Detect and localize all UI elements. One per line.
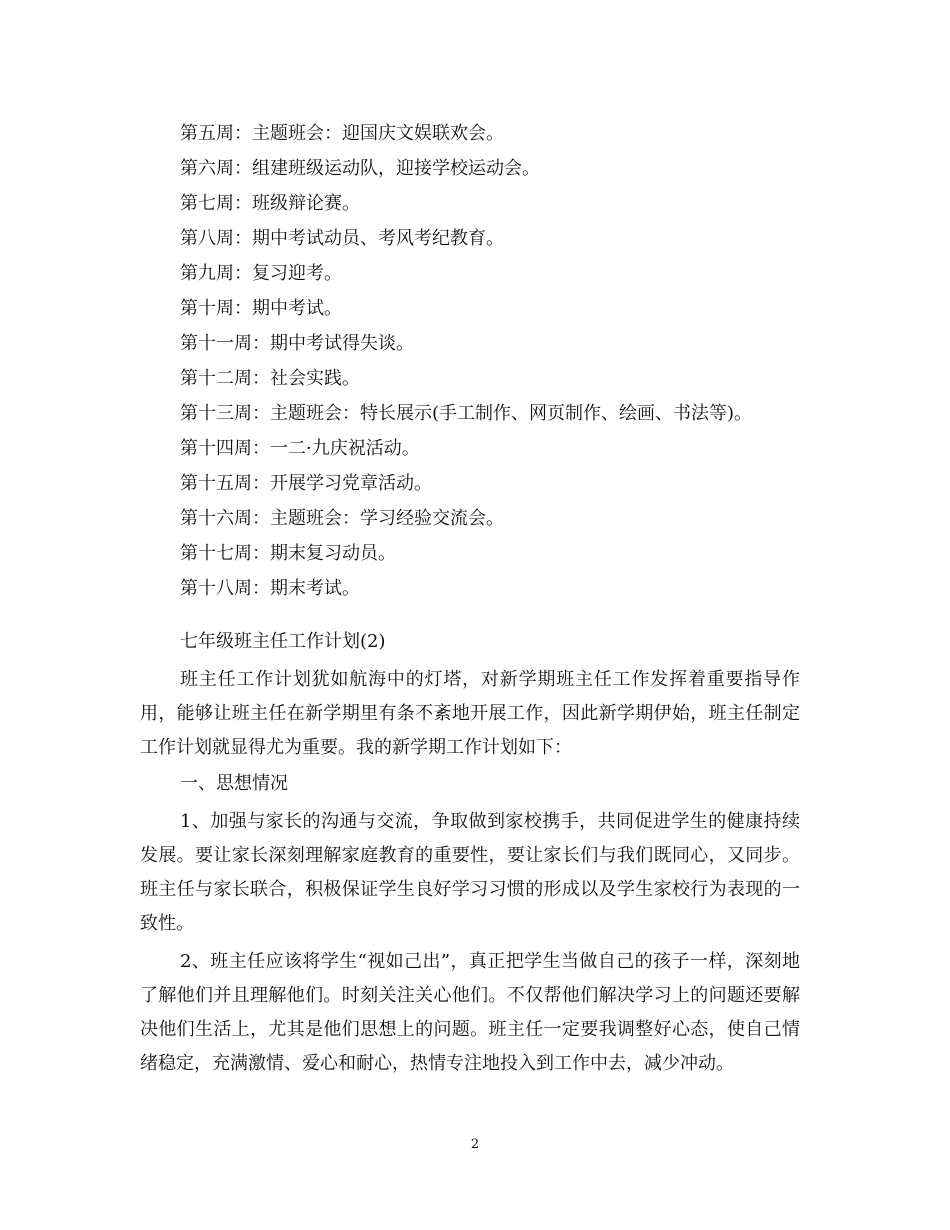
- schedule-item-week-14: 第十四周：一二·九庆祝活动。: [180, 438, 420, 459]
- schedule-item-week-5: 第五周：主题班会：迎国庆文娱联欢会。: [180, 123, 504, 144]
- schedule-item-week-8: 第八周：期中考试动员、考风考纪教育。: [180, 228, 504, 249]
- schedule-item-week-15: 第十五周：开展学习党章活动。: [180, 473, 432, 494]
- schedule-item-week-11: 第十一周：期中考试得失谈。: [180, 333, 414, 354]
- intro-paragraph: 班主任工作计划犹如航海中的灯塔，对新学期班主任工作发挥着重要指导作用，能够让班主任在新学期里有条不紊地开展工作，因此新学期伊始，班主任制定工作计划就显得尤为重要。我的新学期工作计划如下：: [140, 669, 800, 758]
- schedule-item-week-10: 第十周：期中考试。: [180, 298, 342, 319]
- page-number: 2: [470, 1137, 480, 1152]
- schedule-item-week-16: 第十六周：主题班会：学习经验交流会。: [180, 508, 504, 529]
- weekly-schedule: [180, 116, 820, 606]
- schedule-item-week-12: 第十二周：社会实践。: [180, 368, 360, 389]
- schedule-item-week-17: 第十七周：期末复习动员。: [180, 543, 396, 564]
- paragraph-point-1: 1、加强与家长的沟通与交流，争取做到家校携手，共同促进学生的健康持续发展。要让家长深刻理解家庭教育的重要性，要让家长们与我们既同心，又同步。班主任与家长联合，积极保证学生良好学习习惯的形成以及学生家校行为表现的一致性。: [140, 811, 800, 934]
- paragraph-point-2: 2、班主任应该将学生“视如己出”，真正把学生当做自己的孩子一样，深刻地了解他们并且理解他们。时刻关注关心他们。不仅帮他们解决学习上的问题还要解决他们生活上，尤其是他们思想上的问题。班主任一定要我调整好心态，使自己情绪稳定，充满激情、爱心和耐心，热情专注地投入到工作中去，减少冲动。: [140, 951, 800, 1074]
- section-heading: 一、思想情况: [180, 773, 288, 794]
- schedule-item-week-9: 第九周：复习迎考。: [180, 263, 342, 284]
- schedule-item-week-7: 第七周：班级辩论赛。: [180, 193, 360, 214]
- schedule-item-week-13: 第十三周：主题班会：特长展示(手工制作、网页制作、绘画、书法等)。: [180, 403, 753, 424]
- schedule-item-week-6: 第六周：组建班级运动队，迎接学校运动会。: [180, 158, 540, 179]
- section-title: 七年级班主任工作计划(2): [180, 631, 386, 652]
- schedule-item-week-18: 第十八周：期末考试。: [180, 578, 360, 599]
